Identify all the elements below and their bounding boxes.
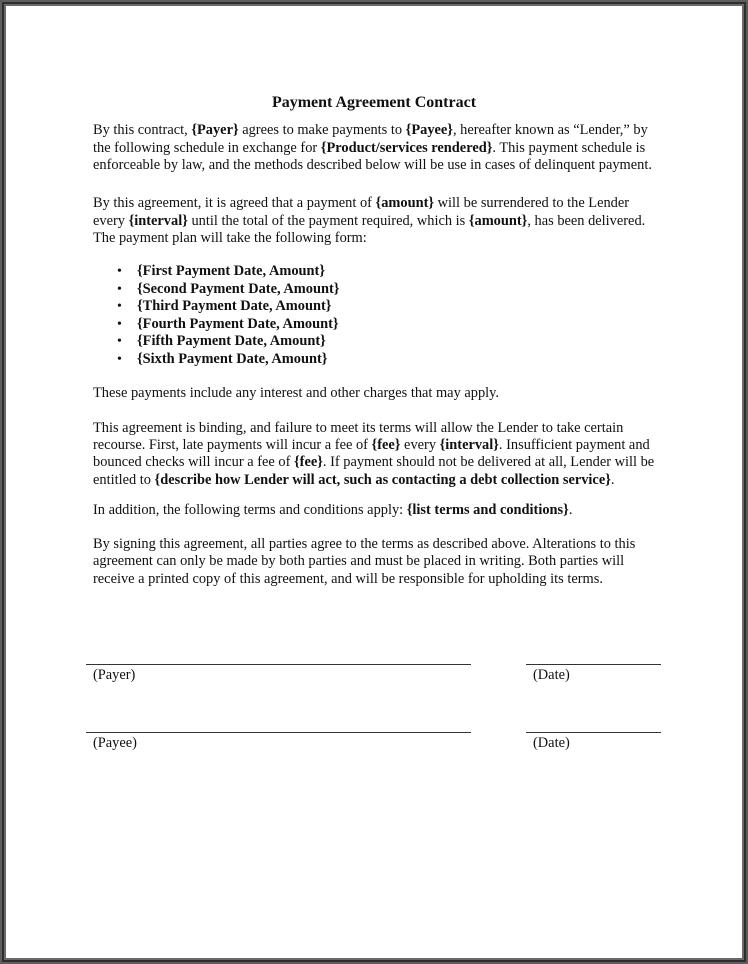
text-segment: . If payment should not be delivered at all, Lender will be	[322, 454, 655, 470]
payer-label: (Payer)	[93, 667, 136, 683]
payee-signature-line	[86, 732, 471, 733]
text-segment: In addition, the following terms and conditions apply:	[93, 502, 407, 518]
bullet-icon: •	[117, 299, 122, 314]
text-segment: These payments include any interest and other charges that may apply.	[93, 385, 500, 401]
placeholder-field: {Payee}	[405, 122, 453, 138]
placeholder-field: {amount}	[468, 213, 528, 229]
payee-date-label: (Date)	[533, 735, 570, 751]
text-segment: This agreement is binding, and failure to meet its terms will allow the Lender to take certain	[93, 420, 624, 436]
bullet-icon: •	[117, 352, 122, 367]
bullet-icon: •	[117, 282, 122, 297]
placeholder-field: {describe how Lender will act, such as contacting a debt collection service}	[154, 472, 611, 488]
text-segment: The payment plan will take the following form:	[93, 230, 367, 246]
text-segment: receive a printed copy of this agreement, and will be responsible for upholding its terms.	[93, 571, 603, 587]
payer-date-line	[526, 664, 661, 665]
paragraph-4-line	[93, 472, 615, 489]
text-segment: entitled to	[93, 472, 155, 488]
text-segment: .	[568, 502, 573, 518]
bullet-icon: •	[117, 317, 122, 332]
text-segment: By this agreement, it is agreed that a payment of	[93, 195, 376, 211]
document-title: Payment Agreement Contract	[271, 94, 477, 111]
placeholder-field: {amount}	[375, 195, 435, 211]
paragraph-2-line	[93, 195, 629, 212]
payee-date-line	[526, 732, 661, 733]
text-segment: every	[400, 437, 440, 453]
paragraph-5-line	[93, 502, 572, 519]
text-segment: every	[93, 213, 129, 229]
paragraph-4-line	[93, 437, 650, 454]
text-segment: By this contract,	[93, 122, 192, 138]
placeholder-field: {fee}	[293, 454, 323, 470]
paragraph-2-line	[93, 213, 645, 230]
payer-signature-line	[86, 664, 471, 665]
paragraph-4-line	[93, 420, 623, 437]
payment-list-item: {Sixth Payment Date, Amount}	[137, 351, 328, 367]
paragraph-1-line	[93, 122, 648, 139]
placeholder-field: {Product/services rendered}	[320, 140, 493, 156]
placeholder-field: {Payer}	[191, 122, 239, 138]
paragraph-1-line	[93, 157, 652, 174]
placeholder-field: {list terms and conditions}	[406, 502, 569, 518]
text-segment: bounced checks will incur a fee of	[93, 454, 294, 470]
paragraph-6-line	[93, 571, 603, 588]
payment-list-item: {Second Payment Date, Amount}	[137, 281, 340, 297]
payment-list-item: {First Payment Date, Amount}	[137, 263, 325, 279]
payment-list-item: {Fourth Payment Date, Amount}	[137, 316, 339, 332]
text-segment: until the total of the payment required, which is	[187, 213, 469, 229]
placeholder-field: {fee}	[371, 437, 401, 453]
text-segment: the following schedule in exchange for	[93, 140, 321, 156]
bullet-icon: •	[117, 334, 122, 349]
paragraph-4-line	[93, 454, 654, 471]
text-segment: agrees to make payments to	[238, 122, 406, 138]
text-segment: , hereafter known as “Lender,” by	[452, 122, 648, 138]
text-segment: enforceable by law, and the methods described below will be use in cases of delinquent payment.	[93, 157, 652, 173]
text-segment: By signing this agreement, all parties agree to the terms as described above. Alterations to this	[93, 536, 636, 552]
placeholder-field: {interval}	[128, 213, 188, 229]
text-segment: agreement can only be made by both parties and must be placed in writing. Both parties will	[93, 553, 625, 569]
payee-label: (Payee)	[93, 735, 137, 751]
paragraph-2-line	[93, 230, 367, 247]
text-segment: will be surrendered to the Lender	[434, 195, 630, 211]
paragraph-6-line	[93, 536, 635, 553]
paragraph-6-line	[93, 553, 624, 570]
text-segment: .	[610, 472, 615, 488]
payment-list-item: {Fifth Payment Date, Amount}	[137, 333, 326, 349]
paragraph-1-line	[93, 140, 645, 157]
payer-date-label: (Date)	[533, 667, 570, 683]
text-segment: recourse. First, late payments will incur a fee of	[93, 437, 372, 453]
text-segment: . Insufficient payment and	[498, 437, 650, 453]
placeholder-field: {interval}	[439, 437, 499, 453]
text-segment: . This payment schedule is	[492, 140, 646, 156]
payment-list-item: {Third Payment Date, Amount}	[137, 298, 332, 314]
text-segment: , has been delivered.	[527, 213, 646, 229]
bullet-icon: •	[117, 264, 122, 279]
paragraph-3-line	[93, 385, 499, 402]
